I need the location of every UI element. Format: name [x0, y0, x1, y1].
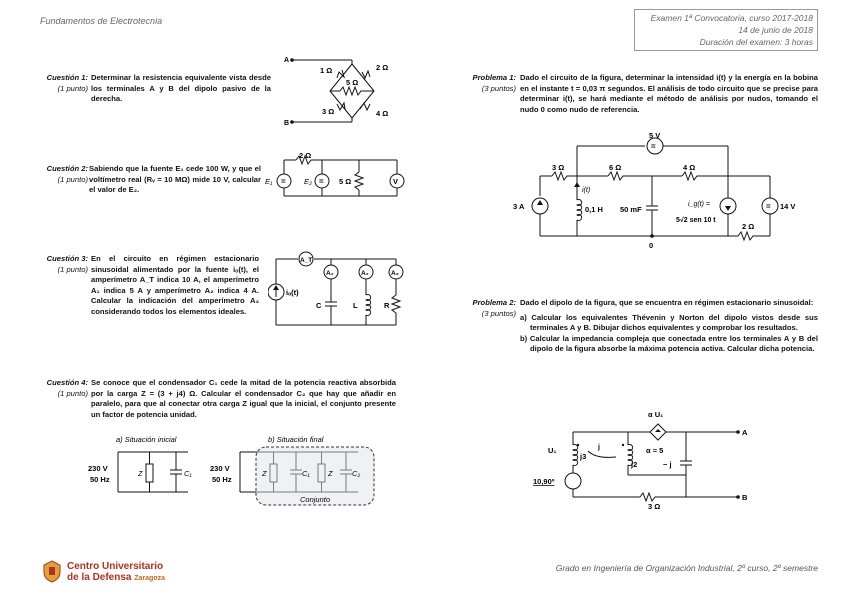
- voltage-label: 230 V: [88, 464, 108, 473]
- current-source-label: iₒ(t): [286, 288, 299, 297]
- conjunto-label: Conjunto: [300, 495, 331, 504]
- terminal-b: B: [284, 120, 290, 127]
- source-e2-label: E₂: [304, 177, 312, 186]
- inductor-j3-label: j3: [580, 452, 587, 461]
- question-3-label: [38, 254, 88, 275]
- load-z-final-1-label: Z: [262, 469, 267, 478]
- ammeter-at-label: A_T: [300, 257, 313, 264]
- question-label: Cuestión 4:: [46, 378, 88, 387]
- resistor-4-label: 4 Ω: [683, 163, 696, 172]
- resistor-2-label: 2 Ω: [299, 151, 312, 160]
- crest-icon: [40, 559, 64, 583]
- question-1-text: Determinar la resistencia equivalente vista desde los terminales A y B del dipolo pasivo de la derecha.: [91, 73, 271, 104]
- source-14v-label: 14 V: [780, 202, 796, 211]
- question-3-text: En el circuito en régimen estacionario sinusoidal alimentado por la fuente iₒ(t), el amperímetro A_T indica 10 A, el amperímetro A₁ indica 5 A y amperímetro A₂ indica 4 A. Calcular la indicación del amperímetro A₃ considerando todos los elementos ideales.: [91, 254, 259, 316]
- node-0-label: 0: [649, 241, 654, 250]
- question-label: Cuestión 2:: [46, 164, 88, 173]
- svg-text:=: =: [281, 177, 286, 186]
- problem-points: (3 puntos): [481, 308, 516, 318]
- question-label: Cuestión 1:: [46, 73, 88, 82]
- capacitor-c1-final-label: C₁: [302, 469, 310, 478]
- problem-2-intro: Dado el dipolo de la figura, que se encuentra en régimen estacionario sinusoidal:: [520, 298, 814, 307]
- exam-date: 14 de junio de 2018: [738, 25, 813, 35]
- question-2-text: Sabiendo que la fuente E₁ cede 100 W, y que el voltímetro real (Rᵥ = 10 MΩ) mide 10 V, calcular el valor de E₂.: [89, 164, 261, 195]
- question-2-label: [38, 164, 88, 185]
- svg-text:=: =: [319, 177, 324, 186]
- mutual-j-label: j: [598, 444, 600, 451]
- capacitor-c1-label: C₁: [184, 469, 192, 478]
- problem-points: (3 puntos): [481, 83, 516, 93]
- logo-line-1: Centro Universitario: [67, 561, 164, 572]
- problem-2-item-a: a) Calcular los equivalentes Thévenin y Norton del dipolo vistos desde sus terminales A y B. Dibujar dichos equivalentes y comprobar los resultados.: [520, 312, 818, 333]
- problem-label: Problema 2:: [472, 298, 516, 307]
- resistor-5-label: 5 Ω: [339, 177, 352, 186]
- question-points: (1 punto): [57, 83, 88, 93]
- load-z-label: Z: [138, 469, 143, 478]
- voltage-u1-label: U₁: [548, 446, 557, 455]
- inductor-l-label: L: [353, 301, 358, 310]
- circuit-p1: [510, 128, 810, 253]
- voltage-label-final: 230 V: [210, 464, 230, 473]
- resistor-r-label: R: [384, 301, 390, 310]
- degree-footer: Grado en Ingeniería de Organización Industrial, 2º curso, 2º semestre: [555, 563, 818, 573]
- situation-final-caption: b) Situación final: [268, 435, 324, 444]
- question-points: (1 punto): [57, 174, 88, 184]
- capacitor-label: 50 mF: [620, 205, 642, 214]
- inductor-label: 0,1 H: [585, 205, 603, 214]
- logo-city: Zaragoza: [134, 575, 165, 582]
- problem-label: Problema 1:: [472, 73, 516, 82]
- question-label: Cuestión 3:: [46, 254, 88, 263]
- terminal-a: A: [742, 428, 748, 437]
- circuit-p2: [528, 405, 768, 510]
- terminal-b: B: [742, 493, 748, 502]
- question-points: (1 punto): [57, 388, 88, 398]
- resistor-3-label: 3 Ω: [552, 163, 565, 172]
- course-title: Fundamentos de Electrotecnia: [40, 16, 163, 26]
- exam-title: Examen 1ª Convocatoria, curso 2017-2018: [650, 13, 813, 23]
- dependent-source-label: α U₁: [648, 410, 664, 419]
- circuit-q3: [268, 245, 408, 330]
- ammeter-a2-label: A₂: [361, 270, 369, 277]
- svg-text:=: =: [651, 142, 656, 151]
- problem-2-item-b: b) Calcular la impedancia compleja que conectada entre los terminales A y B del dipolo de la figura absorbe la máxima potencia activa. Calcular dicha potencia.: [520, 333, 818, 354]
- capacitor-c-label: C: [316, 301, 322, 310]
- question-4-label: [38, 378, 88, 399]
- ammeter-a3-label: A₃: [391, 270, 399, 277]
- resistor-1-label: 1 Ω: [320, 66, 333, 75]
- question-4-text: Se conoce que el condensador C₁ cede la mitad de la potencia reactiva absorbida por la carga Z = (3 + j4) Ω. Calcular el condensador C₂ que hay que añadir en paralelo, para que al conectar otra carga Z igual que la inicial, el conjunto presente un factor de potencia unidad.: [91, 378, 396, 419]
- frequency-label-final: 50 Hz: [212, 475, 232, 484]
- situation-initial-caption: a) Situación inicial: [116, 435, 177, 444]
- svg-text:=: =: [766, 202, 771, 211]
- resistor-2-label: 2 Ω: [742, 222, 755, 231]
- capacitor-c2-label: C₂: [352, 469, 361, 478]
- resistor-5-label: 5 Ω: [346, 78, 359, 87]
- problem-2-label: [462, 298, 516, 319]
- circuit-q1: [282, 52, 412, 130]
- source-5v-label: 5 V: [649, 131, 661, 140]
- alpha-label: α = 5: [646, 446, 664, 455]
- current-it-label: i(t): [582, 187, 591, 194]
- resistor-4-label: 4 Ω: [376, 109, 389, 118]
- resistor-3-label: 3 Ω: [322, 107, 335, 116]
- voltmeter-label: V: [393, 177, 399, 186]
- exam-info-box: [634, 9, 818, 51]
- resistor-6-label: 6 Ω: [609, 163, 622, 172]
- ammeter-a1-label: A₁: [326, 270, 334, 277]
- inductor-j2-label: j2: [631, 460, 638, 469]
- exam-duration: Duración del examen: 3 horas: [699, 37, 813, 47]
- capacitor-mj-label: − j: [663, 460, 672, 469]
- problem-2-text: [520, 298, 818, 355]
- source-3a-label: 3 A: [513, 202, 525, 211]
- question-1-label: [38, 73, 88, 94]
- source-ig-label: i_g(t) =: [688, 201, 710, 208]
- logo-line-2-text: de la Defensa: [67, 572, 132, 583]
- terminal-a: A: [284, 57, 290, 64]
- resistor-3-label: 3 Ω: [648, 502, 661, 510]
- source-e1-label: E₁: [265, 177, 273, 186]
- problem-1-label: [462, 73, 516, 94]
- load-z-final-2-label: Z: [328, 469, 333, 478]
- frequency-label: 50 Hz: [90, 475, 110, 484]
- problem-1-text: Dado el circuito de la figura, determinar la intensidad i(t) y la energía en la bobina en el instante t = 0,03 π segundos. El análisis de todo circuito que se precise para determinar i(t), se hará mediante el método de análisis por nudos, tomando el nudo 0 como nudo de referencia.: [520, 73, 818, 114]
- question-points: (1 punto): [57, 264, 88, 274]
- source-ig-value: 5√2 sen 10 t: [676, 217, 716, 224]
- resistor-2-label: 2 Ω: [376, 63, 389, 72]
- source-voltage-label: 10,90º: [533, 477, 555, 486]
- circuit-q4: [88, 430, 388, 510]
- logo-line-2: [67, 572, 197, 584]
- circuit-q2: [262, 150, 412, 205]
